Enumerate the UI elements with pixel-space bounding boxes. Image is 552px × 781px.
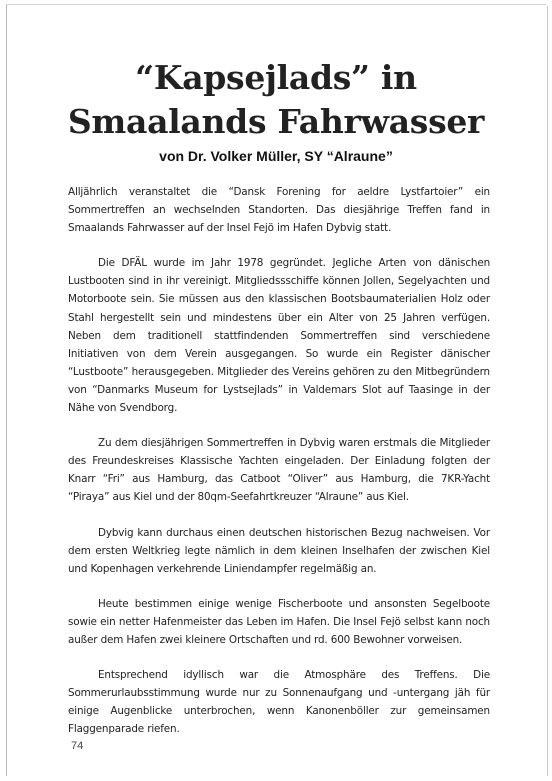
paragraph-5: Heute bestimmen einige wenige Fischerboote und ansonsten Segelboote sowie ein netter Hafenmeister das Leben im Hafen. Die Insel Fejö selbst kann noch außer dem Hafen zwei kleinere Ortschaften und rd. 600 Bewohner vorweisen.: [68, 597, 490, 646]
paragraph-1: Alljährlich veranstaltet die “Dansk Forening for aeldre Lystfartoier” ein Sommertreffen an wechselnden Standorten. Das diesjährige Treffen fand in Smaalands Fahrwasser auf der Insel Fejö im Hafen Dybvig statt.: [68, 186, 490, 235]
scan-edge-top: [6, 4, 546, 5]
paragraph-2: Die DFÄL wurde im Jahr 1978 gegründet. Jegliche Arten von dänischen Lustbooten sind in ihr vereinigt. Mitgliedssschiffe können Jollen, Segelyachten und Motorboote sein. Sie müssen aus den klassischen Bootsbaumaterialien Holz oder Stahl hergestellt sein und mindestens über ein Alter von 25 Jahren verfügen. Neben dem traditionell stattfindenden Sommertreffen sind verschiedene Initiativen von dem Verein ausgegangen. So wurde ein Register dänischer “Lustboote” herausgegeben. Mitglieder des Vereins gehören zu den Mitbegründern von “Danmarks Museum for Lystsejlads” in Valdemars Slot auf Taasinge in der Nähe von Svendborg.: [68, 257, 490, 415]
article-title: [0, 56, 552, 144]
article-title-line2: Smaalands Fahrwasser: [67, 102, 485, 141]
paragraph-4: Dybvig kann durchaus einen deutschen historischen Bezug nachweisen. Vor dem ersten Weltkrieg legte nämlich in dem kleinen Inselhafen der zwischen Kiel und Kopenhagen verkehrende Liniendampfer regelmäßig an.: [68, 526, 490, 575]
paragraph-6: Entsprechend idyllisch war die Atmosphäre des Treffens. Die Sommerurlaubsstimmung wurde nur zu Sonnenaufgang und -untergang jäh für einige Augenblicke unterbrochen, wenn Kanonenböller zur gemeinsamen Flaggenparade riefen.: [68, 669, 490, 736]
article-byline: von Dr. Volker Müller, SY “Alraune”: [159, 148, 393, 164]
article-body: [68, 183, 490, 755]
page-number: 74: [71, 740, 84, 752]
article-title-line1: “Kapsejlads” in: [135, 58, 417, 97]
paragraph-3: Zu dem diesjährigen Sommertreffen in Dybvig waren erstmals die Mitglieder des Freundeskreises Klassische Yachten eingeladen. Der Einladung folgten der Knarr “Fri” aus Hamburg, das Catboot “Oliver” aus Hamburg, die 7KR-Yacht “Piraya” aus Kiel und der 80qm-Seefahrtkreuzer “Alraune” aus Kiel.: [68, 437, 490, 504]
